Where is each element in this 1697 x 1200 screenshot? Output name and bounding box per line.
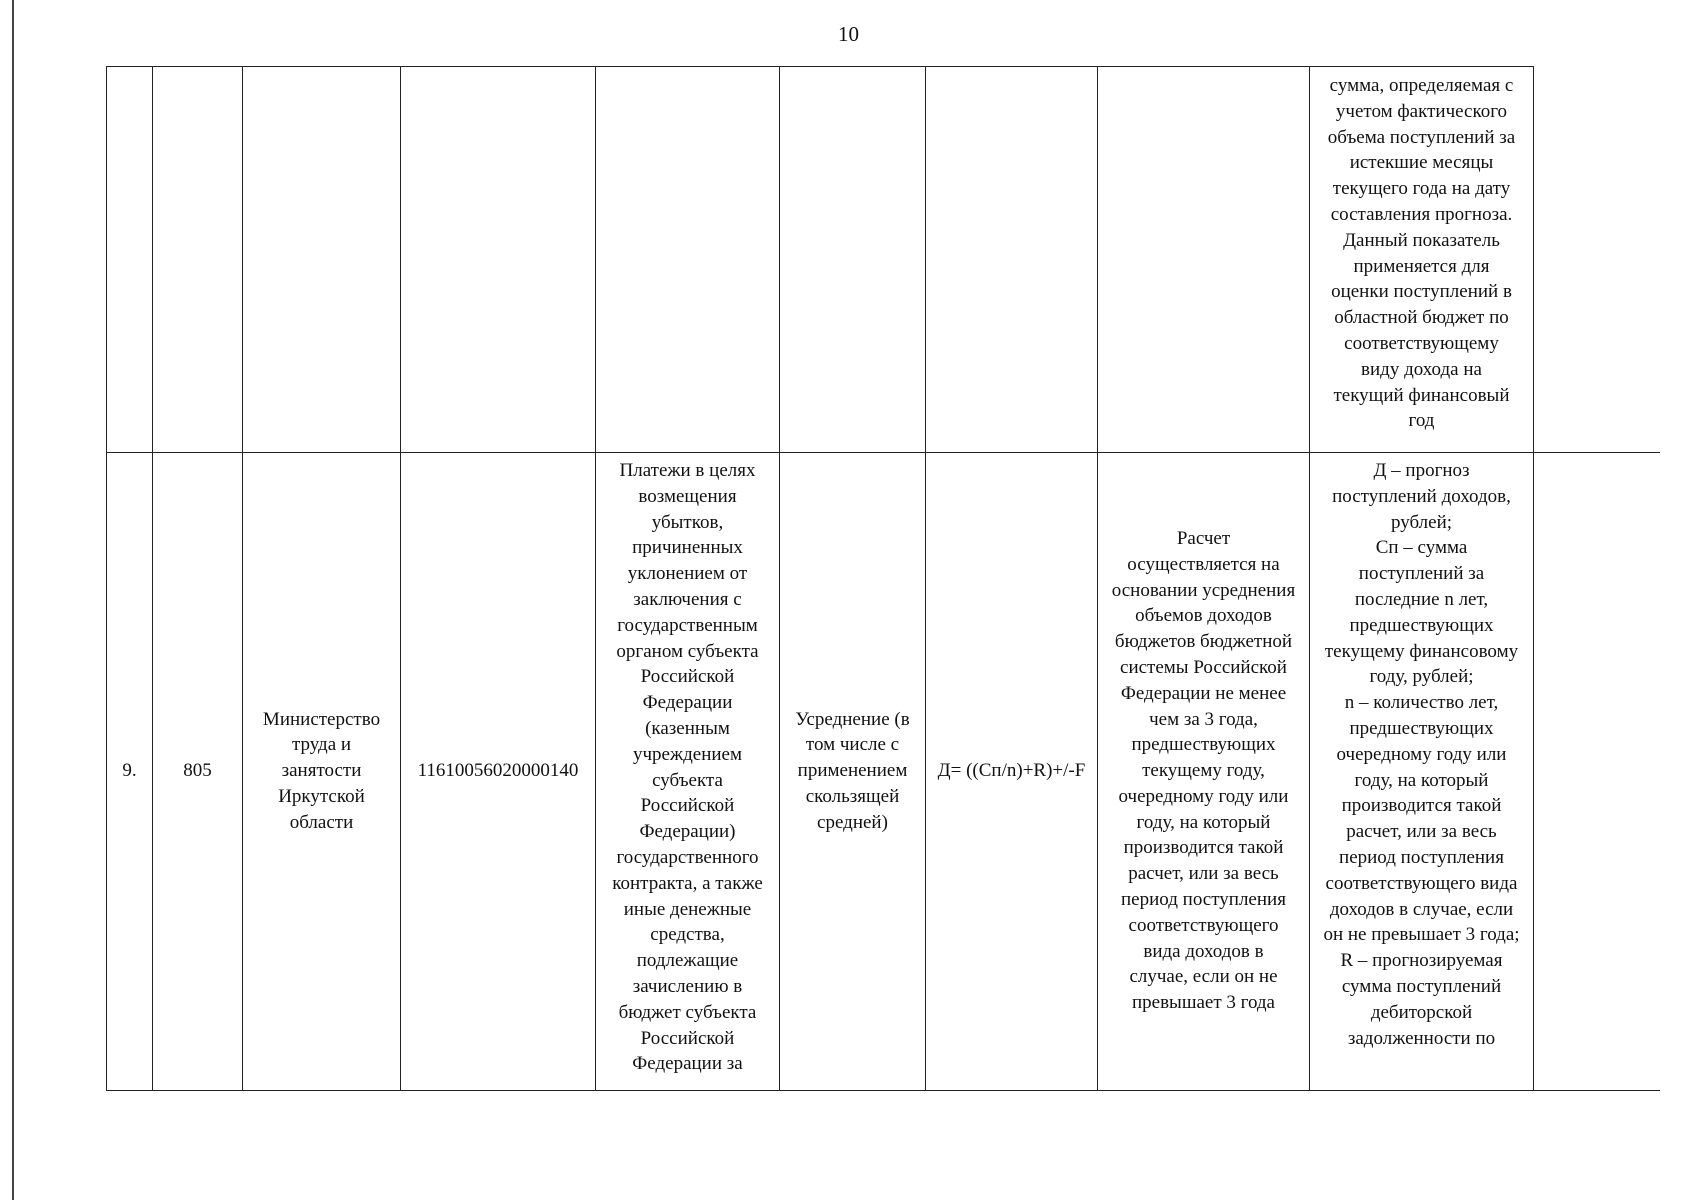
cell-kbk [400,452,595,1090]
cell-indicators [1309,452,1534,1090]
cell-algorithm [1097,452,1309,1090]
cell-code [152,452,242,1090]
cell-algorithm-empty [1097,66,1309,452]
budget-classification-code: 11610056020000140 [417,760,579,782]
cell-formula-empty [925,66,1097,452]
administrator-name: Министерство труда и занятости Иркутской области [262,708,381,833]
calculation-algorithm: Расчет осуществляется на основании усреднения объемов доходов бюджетов бюджетной системы Российской Федерации не менее чем за 3 года, предшествующих текущему году, очередному году или году, на который производится такой расчет, или за весь период поступления соответствующего вида доходов в случае, если он не превышает 3 года [1111,527,1296,1014]
table-row-continuation [106,66,1660,453]
table-row [106,452,1660,1091]
cell-formula [925,452,1097,1090]
cell-administrator [242,452,400,1090]
administrator-code: 805 [183,760,212,782]
indicator-descriptions: Д – прогноз поступлений доходов, рублей; Сп – сумма поступлений за последние n лет, предшествующих текущему финансовому году, рублей; n – количество лет, предшествующих очередному году или году, на который производится такой расчет, или за весь период поступления соответствующего вида доходов в случае, если он не превышает 3 года; R – прогнозируемая сумма поступлений дебиторской задолженности по [1323,460,1520,1049]
cell-method-empty [779,66,925,452]
row-number: 9. [122,760,137,782]
cell-income-name-empty [595,66,779,452]
cell-indicators-continued [1309,66,1534,452]
forecast-methods-table [106,66,1660,1090]
income-name: Платежи в целях возмещения убытков, причиненных уклонением от заключения с государственным органом субъекта Российской Федерации (казенным учреждением субъекта Российской Федерации) государственного контракта, а также иные денежные средства, подлежащие зачислению в бюджет субъекта Российской Федерации за [612,460,763,1075]
cell-method [779,452,925,1090]
page-number: 10 [838,22,859,46]
cell-administrator-empty [242,66,400,452]
cell-code-empty [152,66,242,452]
forecast-method: Усреднение (в том числе с применением скользящей средней) [795,708,910,833]
cell-number [106,452,152,1090]
indicators-continued-text: сумма, определяемая с учетом фактического объема поступлений за истекшие месяцы текущего года на дату составления прогноза. Данный показатель применяется для оценки поступлений в областной бюджет по соответствующему виду дохода на текущий финансовый год [1327,75,1516,432]
cell-number-empty [106,66,152,452]
left-margin-rule [12,0,14,1200]
cell-kbk-empty [400,66,595,452]
cell-income-name [595,452,779,1090]
forecast-formula: Д= ((Сп/n)+R)+/-F [937,760,1086,782]
